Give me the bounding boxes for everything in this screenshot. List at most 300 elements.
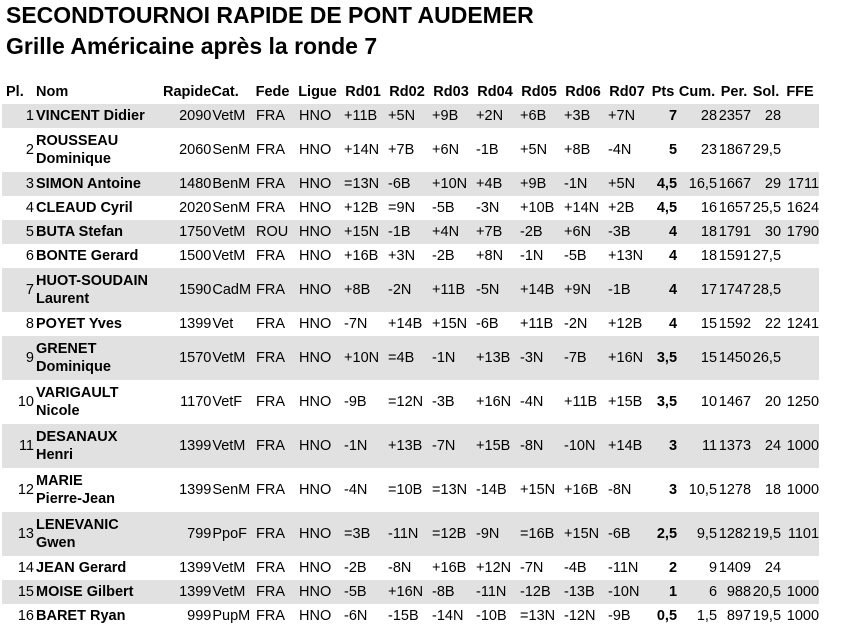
category-cell: VetM: [211, 424, 251, 468]
league-cell: HNO: [299, 200, 332, 216]
round-result-cell: +11B: [564, 394, 598, 410]
round-result-cell: +14N: [564, 200, 600, 216]
category-cell: SenM: [212, 482, 251, 498]
category-cell: BenM: [211, 172, 251, 196]
round-result-cell: +5N: [605, 172, 649, 196]
round-result-cell: -1B: [605, 268, 649, 312]
table-row: [2, 128, 819, 172]
round-result-cell: -10N: [561, 424, 605, 468]
table-row: [2, 424, 819, 468]
league-cell: HNO: [299, 316, 332, 332]
performance-cell: 1667: [717, 172, 751, 196]
solkoff-cell: 28,5: [751, 268, 781, 312]
round-result-cell: -1N: [520, 248, 544, 264]
round-result-cell: +14B: [517, 268, 561, 312]
performance-cell: 897: [726, 608, 752, 624]
player-name-cell: [34, 268, 163, 312]
league-cell: HNO: [294, 336, 341, 380]
performance-cell: 988: [717, 580, 751, 604]
round-result-cell: =10B: [388, 482, 423, 498]
performance-cell: 1373: [717, 424, 751, 468]
player-name-line: LENEVANIC: [36, 517, 119, 533]
round-result-cell: -2B: [432, 248, 455, 264]
rating-cell: 2060: [179, 142, 212, 158]
player-name-line: BARET Ryan: [36, 608, 126, 624]
points-cell: 4,5: [656, 200, 678, 216]
points-cell: 4: [668, 248, 678, 264]
round-result-cell: -7N: [520, 560, 544, 576]
round-result-cell: -1N: [561, 172, 605, 196]
round-result-cell: -4N: [608, 142, 632, 158]
table-row: [2, 220, 819, 244]
player-name-cell: [34, 512, 163, 556]
round-result-cell: +6N: [561, 220, 605, 244]
grid-subtitle: Grille Américaine après la ronde 7: [6, 33, 378, 59]
round-result-cell: +4N: [429, 220, 473, 244]
round-result-cell: +10N: [341, 336, 385, 380]
table-row: [2, 172, 819, 196]
rating-cell: 1399: [179, 482, 212, 498]
federation-cell: FRA: [256, 316, 286, 332]
performance-cell: 1747: [717, 268, 751, 312]
header-category: Cat.: [211, 84, 239, 100]
round-result-cell: -12B: [517, 580, 561, 604]
points-cell: 4: [649, 268, 677, 312]
player-name-cell: [34, 380, 163, 424]
round-result-cell: -2B: [344, 560, 367, 576]
round-result-cell: -7B: [561, 336, 605, 380]
performance-cell: 1591: [718, 248, 752, 264]
federation-cell: FRA: [256, 608, 286, 624]
performance-cell: 1450: [717, 336, 751, 380]
round-result-cell: -2N: [564, 316, 588, 332]
player-name-line: Henri: [36, 447, 74, 463]
federation-cell: FRA: [256, 394, 286, 410]
cumulative-cell: 16: [700, 200, 718, 216]
solkoff-cell: 25,5: [752, 200, 782, 216]
place-cell: 5: [2, 220, 34, 244]
table-row: [2, 336, 819, 380]
round-result-cell: =13N: [432, 482, 468, 498]
round-result-cell: +16B: [344, 248, 379, 264]
round-result-cell: -12N: [564, 608, 596, 624]
rating-cell: 1399: [163, 424, 211, 468]
category-cell: CadM: [211, 268, 251, 312]
round-result-cell: +14B: [605, 424, 649, 468]
table-row: [2, 268, 819, 312]
ffe-cell: 1624: [786, 200, 820, 216]
round-result-cell: +13B: [473, 336, 517, 380]
round-result-cell: -14B: [476, 482, 507, 498]
header-federation: Fede: [255, 84, 290, 100]
table-row: [2, 312, 819, 336]
round-result-cell: -13B: [561, 580, 605, 604]
round-result-cell: +14B: [388, 316, 423, 332]
round-result-cell: -6B: [476, 316, 499, 332]
round-result-cell: +7B: [388, 142, 415, 158]
league-cell: HNO: [299, 560, 332, 576]
round-result-cell: +9B: [517, 172, 561, 196]
round-result-cell: -10B: [476, 608, 507, 624]
round-result-cell: -8B: [429, 580, 473, 604]
header-solkoff: Sol.: [752, 84, 780, 100]
round-result-cell: -7N: [429, 424, 473, 468]
category-cell: SenM: [212, 200, 251, 216]
performance-cell: 2357: [717, 104, 751, 128]
round-result-cell: -10N: [605, 580, 649, 604]
round-result-cell: -8N: [608, 482, 632, 498]
round-result-cell: +10N: [429, 172, 473, 196]
solkoff-cell: 20,5: [751, 580, 781, 604]
round-result-cell: +6N: [432, 142, 460, 158]
header-performance: Per.: [720, 84, 748, 100]
player-name-line: MOISE Gilbert: [36, 584, 134, 600]
round-result-cell: +7B: [473, 220, 517, 244]
round-result-cell: -1N: [429, 336, 473, 380]
round-result-cell: -8N: [517, 424, 561, 468]
place-cell: 11: [2, 424, 34, 468]
player-name-line: Gwen: [36, 535, 76, 551]
round-result-cell: -9N: [473, 512, 517, 556]
solkoff-cell: 24: [764, 560, 782, 576]
category-cell: VetM: [211, 104, 251, 128]
round-result-cell: +15B: [473, 424, 517, 468]
points-cell: 3: [668, 482, 678, 498]
rating-cell: 1500: [179, 248, 212, 264]
round-result-cell: +16N: [476, 394, 512, 410]
round-result-cell: -7N: [344, 316, 368, 332]
round-result-cell: +8B: [564, 142, 591, 158]
round-result-cell: -5N: [473, 268, 517, 312]
round-result-cell: -8N: [388, 560, 412, 576]
round-result-cell: +13B: [385, 424, 429, 468]
player-name-line: Nicole: [36, 403, 80, 419]
cumulative-cell: 9: [708, 560, 718, 576]
round-result-cell: +15N: [432, 316, 468, 332]
place-cell: 10: [17, 394, 34, 410]
cumulative-cell: 11: [677, 424, 717, 468]
player-name-line: CLEAUD Cyril: [36, 200, 133, 216]
player-name-cell: [34, 336, 163, 380]
points-cell: 0,5: [656, 608, 678, 624]
category-cell: VetF: [212, 394, 243, 410]
performance-cell: 1867: [718, 142, 752, 158]
round-result-cell: +12N: [476, 560, 512, 576]
header-round-2: Rd02: [389, 84, 425, 100]
rating-cell: 1399: [179, 560, 212, 576]
header-points: Pts: [651, 84, 675, 100]
round-result-cell: +12B: [608, 316, 643, 332]
round-result-cell: -5B: [564, 248, 587, 264]
points-cell: 2: [668, 560, 678, 576]
player-name-cell: [34, 312, 163, 336]
federation-cell: FRA: [251, 268, 294, 312]
round-result-cell: +15N: [341, 220, 385, 244]
player-name-line: BUTA Stefan: [36, 224, 123, 240]
round-result-cell: -3N: [517, 336, 561, 380]
league-cell: HNO: [299, 608, 332, 624]
rating-cell: 1570: [163, 336, 211, 380]
standings-body: [2, 104, 819, 628]
player-name-line: BONTE Gerard: [36, 248, 139, 264]
round-result-cell: -14N: [432, 608, 464, 624]
rating-cell: 1750: [163, 220, 211, 244]
round-result-cell: +6B: [517, 104, 561, 128]
performance-cell: 1409: [718, 560, 752, 576]
performance-cell: 1657: [718, 200, 752, 216]
points-cell: 3: [649, 424, 677, 468]
performance-cell: 1282: [717, 512, 751, 556]
cumulative-cell: 10: [700, 394, 718, 410]
performance-cell: 1791: [717, 220, 751, 244]
rating-cell: 1399: [163, 580, 211, 604]
performance-cell: 1467: [718, 394, 752, 410]
place-cell: 2: [25, 142, 34, 158]
place-cell: 8: [25, 316, 34, 332]
table-row: [2, 244, 819, 268]
table-row: [2, 580, 819, 604]
round-result-cell: -3B: [605, 220, 649, 244]
player-name-cell: [34, 468, 163, 512]
player-name-cell: [34, 580, 163, 604]
header-place: Pl.: [6, 84, 24, 100]
round-result-cell: =9N: [388, 200, 416, 216]
round-result-cell: -15B: [388, 608, 419, 624]
ffe-cell: 1000: [781, 580, 819, 604]
league-cell: HNO: [294, 172, 341, 196]
solkoff-cell: 27,5: [752, 248, 782, 264]
solkoff-cell: 18: [764, 482, 782, 498]
federation-cell: FRA: [251, 104, 294, 128]
points-cell: 4: [649, 220, 677, 244]
place-cell: 3: [2, 172, 34, 196]
ffe-cell: 1711: [781, 172, 819, 196]
federation-cell: FRA: [251, 336, 294, 380]
ffe-cell: 1000: [781, 424, 819, 468]
solkoff-cell: 20: [764, 394, 782, 410]
league-cell: HNO: [299, 248, 332, 264]
category-cell: VetM: [212, 560, 246, 576]
ffe-cell: 1000: [786, 608, 820, 624]
place-cell: 9: [2, 336, 34, 380]
round-result-cell: +16N: [385, 580, 429, 604]
round-result-cell: +15B: [608, 394, 643, 410]
cumulative-cell: 10,5: [688, 482, 718, 498]
place-cell: 6: [25, 248, 34, 264]
round-result-cell: =12B: [429, 512, 473, 556]
round-result-cell: -11N: [385, 512, 429, 556]
table-row: [2, 512, 819, 556]
league-cell: HNO: [299, 142, 332, 158]
category-cell: SenM: [212, 142, 251, 158]
round-result-cell: =13N: [520, 608, 556, 624]
place-cell: 15: [2, 580, 34, 604]
standings-table: [2, 80, 819, 628]
round-result-cell: -1B: [476, 142, 499, 158]
cumulative-cell: 15: [677, 336, 717, 380]
category-cell: VetM: [211, 336, 251, 380]
points-cell: 7: [649, 104, 677, 128]
cumulative-cell: 6: [677, 580, 717, 604]
place-cell: 12: [17, 482, 34, 498]
ffe-cell: 1790: [781, 220, 819, 244]
table-row: [2, 196, 819, 220]
federation-cell: FRA: [256, 142, 286, 158]
category-cell: PupM: [212, 608, 251, 624]
league-cell: HNO: [294, 220, 341, 244]
cumulative-cell: 9,5: [677, 512, 717, 556]
league-cell: HNO: [294, 268, 341, 312]
player-name-line: JEAN Gerard: [36, 560, 127, 576]
performance-cell: 1278: [718, 482, 752, 498]
category-cell: PpoF: [211, 512, 251, 556]
place-cell: 13: [2, 512, 34, 556]
federation-cell: FRA: [251, 512, 294, 556]
ffe-cell: [781, 556, 819, 580]
header-round-3: Rd03: [433, 84, 469, 100]
performance-cell: 1592: [718, 316, 752, 332]
round-result-cell: +13N: [608, 248, 644, 264]
round-result-cell: +12B: [344, 200, 379, 216]
place-cell: 7: [2, 268, 34, 312]
league-cell: HNO: [294, 104, 341, 128]
player-name-cell: [34, 128, 163, 172]
federation-cell: FRA: [251, 580, 294, 604]
league-cell: HNO: [294, 512, 341, 556]
header-league: Ligue: [298, 84, 337, 100]
cumulative-cell: 16,5: [677, 172, 717, 196]
player-name-line: VINCENT Didier: [36, 108, 145, 124]
header-round-7: Rd07: [609, 84, 645, 100]
header-ffe: FFE: [786, 84, 814, 100]
place-cell: 4: [25, 200, 34, 216]
cumulative-cell: 17: [677, 268, 717, 312]
cumulative-cell: 23: [700, 142, 718, 158]
player-name-cell: [34, 104, 163, 128]
rating-cell: 2090: [163, 104, 211, 128]
league-cell: HNO: [294, 424, 341, 468]
federation-cell: ROU: [251, 220, 294, 244]
federation-cell: FRA: [256, 248, 286, 264]
player-name-line: Dominique: [36, 359, 111, 375]
round-result-cell: +11B: [429, 268, 473, 312]
header-round-5: Rd05: [521, 84, 557, 100]
points-cell: 4,5: [649, 172, 677, 196]
tournament-title: SECONDTOURNOI RAPIDE DE PONT AUDEMER: [6, 2, 534, 28]
points-cell: 4: [668, 316, 678, 332]
player-name-cell: [34, 196, 163, 220]
category-cell: Vet: [212, 316, 234, 332]
federation-cell: FRA: [256, 560, 286, 576]
round-result-cell: -2B: [517, 220, 561, 244]
header-row: [2, 80, 819, 104]
ffe-cell: 1241: [786, 316, 820, 332]
points-cell: 2,5: [649, 512, 677, 556]
solkoff-cell: 19,5: [751, 512, 781, 556]
points-cell: 3,5: [656, 394, 678, 410]
round-result-cell: +16B: [564, 482, 599, 498]
round-result-cell: +8N: [476, 248, 504, 264]
player-name-line: ROUSSEAU: [36, 133, 119, 149]
rating-cell: 1590: [163, 268, 211, 312]
solkoff-cell: 19,5: [752, 608, 782, 624]
round-result-cell: -3B: [432, 394, 455, 410]
player-name-line: DESANAUX: [36, 429, 118, 445]
round-result-cell: -6N: [344, 608, 368, 624]
federation-cell: FRA: [256, 200, 286, 216]
round-result-cell: -9B: [344, 394, 367, 410]
player-name-line: Laurent: [36, 291, 90, 307]
league-cell: HNO: [299, 482, 332, 498]
federation-cell: FRA: [256, 482, 286, 498]
cumulative-cell: 28: [677, 104, 717, 128]
ffe-cell: 1000: [786, 482, 820, 498]
player-name-cell: [34, 244, 163, 268]
rating-cell: 799: [163, 512, 211, 556]
round-result-cell: +16N: [605, 336, 649, 380]
round-result-cell: -11N: [473, 580, 517, 604]
round-result-cell: -1N: [341, 424, 385, 468]
category-cell: VetM: [211, 220, 251, 244]
player-name-cell: [34, 604, 163, 628]
category-cell: VetM: [212, 248, 246, 264]
league-cell: HNO: [299, 394, 332, 410]
player-name-line: SIMON Antoine: [36, 176, 141, 192]
round-result-cell: -3N: [476, 200, 500, 216]
round-result-cell: +3B: [561, 104, 605, 128]
round-result-cell: +11B: [341, 104, 385, 128]
player-name-cell: [34, 556, 163, 580]
round-result-cell: +9N: [561, 268, 605, 312]
player-name-line: VARIGAULT: [36, 385, 119, 401]
rating-cell: 1399: [179, 316, 212, 332]
header-cumulative: Cum.: [678, 84, 716, 100]
round-result-cell: +2B: [608, 200, 635, 216]
round-result-cell: +11B: [520, 316, 554, 332]
solkoff-cell: 22: [764, 316, 782, 332]
player-name-cell: [34, 172, 163, 196]
round-result-cell: =4B: [385, 336, 429, 380]
round-result-cell: -9B: [608, 608, 631, 624]
solkoff-cell: 28: [751, 104, 781, 128]
table-row: [2, 468, 819, 512]
round-result-cell: +3N: [388, 248, 416, 264]
ffe-cell: 1101: [781, 512, 819, 556]
round-result-cell: -4N: [520, 394, 544, 410]
cumulative-cell: 15: [700, 316, 718, 332]
player-name-line: GRENET: [36, 341, 97, 357]
table-row: [2, 380, 819, 424]
round-result-cell: +14N: [344, 142, 380, 158]
place-cell: 14: [17, 560, 34, 576]
round-result-cell: -1B: [385, 220, 429, 244]
round-result-cell: -5B: [432, 200, 455, 216]
solkoff-cell: 29,5: [752, 142, 782, 158]
player-name-cell: [34, 424, 163, 468]
round-result-cell: +8B: [341, 268, 385, 312]
round-result-cell: -5B: [341, 580, 385, 604]
ffe-cell: [781, 268, 819, 312]
round-result-cell: +7N: [605, 104, 649, 128]
league-cell: HNO: [294, 580, 341, 604]
ffe-cell: [781, 244, 819, 268]
solkoff-cell: 26,5: [751, 336, 781, 380]
solkoff-cell: 24: [751, 424, 781, 468]
rating-cell: 1480: [163, 172, 211, 196]
round-result-cell: +4B: [473, 172, 517, 196]
ffe-cell: [781, 128, 819, 172]
round-result-cell: =3B: [341, 512, 385, 556]
